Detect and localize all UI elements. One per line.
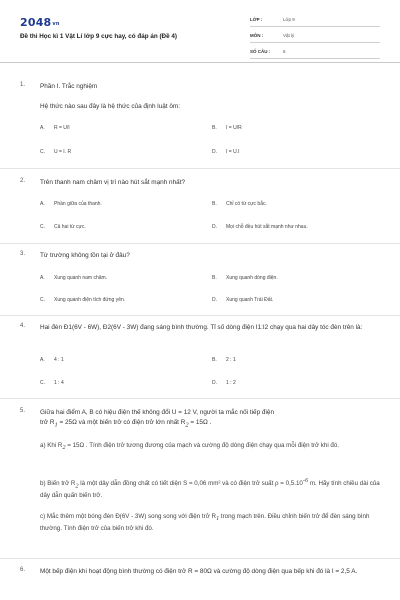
- header-divider: [0, 62, 400, 63]
- question-text: Một bếp điện khi hoạt động bình thường có điện trở R = 80Ω và cường độ dòng điện qua bếp khi đó là I = 2,5 A.: [40, 568, 358, 575]
- option-b[interactable]: B. 2 : 1: [212, 357, 236, 363]
- question-number: 2.: [20, 178, 26, 184]
- header: [0, 0, 400, 62]
- option-c[interactable]: C. Xung quanh điện tích đứng yên.: [40, 297, 126, 303]
- divider: [0, 398, 400, 399]
- logo-suffix: vn: [52, 21, 60, 27]
- divider: [0, 315, 400, 316]
- option-d[interactable]: D. I = U.I: [212, 149, 240, 155]
- divider: [0, 168, 400, 169]
- question-5-part-c: c) Mắc thêm một bóng đèn Đ(6V - 3W) song song với điện trở $R_1$ trong mạch trên. Điều chỉnh biến trở để đèn sáng bình thường. Tính điện trở của biến trở khi đó.: [40, 513, 370, 532]
- meta-value: Vật lý: [283, 33, 295, 38]
- meta-class: [250, 14, 380, 27]
- option-c[interactable]: C. U = I. R: [40, 149, 72, 155]
- meta-value: Lớp 9: [283, 17, 295, 22]
- option-d[interactable]: D. 1 : 2: [212, 380, 236, 386]
- divider: [0, 558, 400, 559]
- question-5-part-b: b) Biến trở $R_2$ là một dây dẫn đồng chất có tiết diện S = 0,06 mm² và có điện trở suất $\rho = 0,5.10^{-6}$ m. Hãy tính chiều dài của dây dẫn quấn biến trở.: [40, 477, 380, 499]
- meta-box: [250, 14, 380, 62]
- option-c[interactable]: C. 1 : 4: [40, 380, 64, 386]
- option-b[interactable]: B. Chỉ có từ cực bắc.: [212, 201, 267, 207]
- question-number: 3.: [20, 251, 26, 257]
- meta-label: SỐ CÂU :: [250, 49, 271, 54]
- meta-value: 6: [283, 49, 286, 54]
- question-text: Phần I. Trắc nghiệm: [40, 83, 98, 90]
- meta-label: LỚP :: [250, 17, 263, 22]
- question-5-part-a: a) Khi $R_2 = 15\Omega$ . Tính điện trở tương đương của mạch và cường độ dòng điện chạy qua mỗi điện trở khi đó.: [40, 442, 340, 452]
- option-a[interactable]: A. 4 : 1: [40, 357, 64, 363]
- question-text: Giữa hai điểm A, B có hiệu điện thế không đổi U = 12 V, người ta mắc nối tiếp điện trở $R_1 = 25\Omega$ và một biến trở có điện trở lớn nhất $R_2 = 15\Omega$ .: [40, 409, 275, 429]
- question-text: Trên thanh nam châm vị trí nào hút sắt mạnh nhất?: [40, 179, 186, 186]
- question-subtext: Hệ thức nào sau đây là hệ thức của định luật ôm:: [40, 103, 181, 110]
- meta-label: MÔN :: [250, 33, 264, 38]
- meta-subject: [250, 30, 380, 43]
- divider: [0, 243, 400, 244]
- question-number: 6.: [20, 567, 26, 573]
- option-c[interactable]: C. Cả hai từ cực.: [40, 224, 86, 230]
- option-a[interactable]: A. Phần giữa của thanh.: [40, 201, 102, 207]
- meta-count: [250, 46, 380, 59]
- option-d[interactable]: D. Xung quanh Trái Đất.: [212, 297, 274, 303]
- question-number: 4.: [20, 323, 26, 329]
- logo-text: 2048: [20, 16, 52, 29]
- option-a[interactable]: A. R = U/I: [40, 125, 70, 131]
- question-number: 1.: [20, 82, 26, 88]
- page-title: Đề thi Học kì 1 Vật Lí lớp 9 cực hay, có đáp án (Đề 4): [20, 33, 177, 40]
- question-number: 5.: [20, 408, 26, 414]
- option-b[interactable]: B. I = U/R: [212, 125, 242, 131]
- option-a[interactable]: A. Xung quanh nam châm.: [40, 275, 108, 281]
- option-b[interactable]: B. Xung quanh dòng điện.: [212, 275, 278, 281]
- question-text: Hai đèn Đ1(6V - 6W), Đ2(6V - 3W) đang sáng bình thường. Tỉ số dòng điện I1:I2 chạy qua hai dây tóc đèn trên là:: [40, 324, 363, 331]
- option-d[interactable]: D. Mọi chỗ đều hút sắt mạnh như nhau.: [212, 224, 308, 230]
- question-text: Từ trường không tồn tại ở đâu?: [40, 252, 130, 259]
- site-logo[interactable]: [20, 16, 60, 29]
